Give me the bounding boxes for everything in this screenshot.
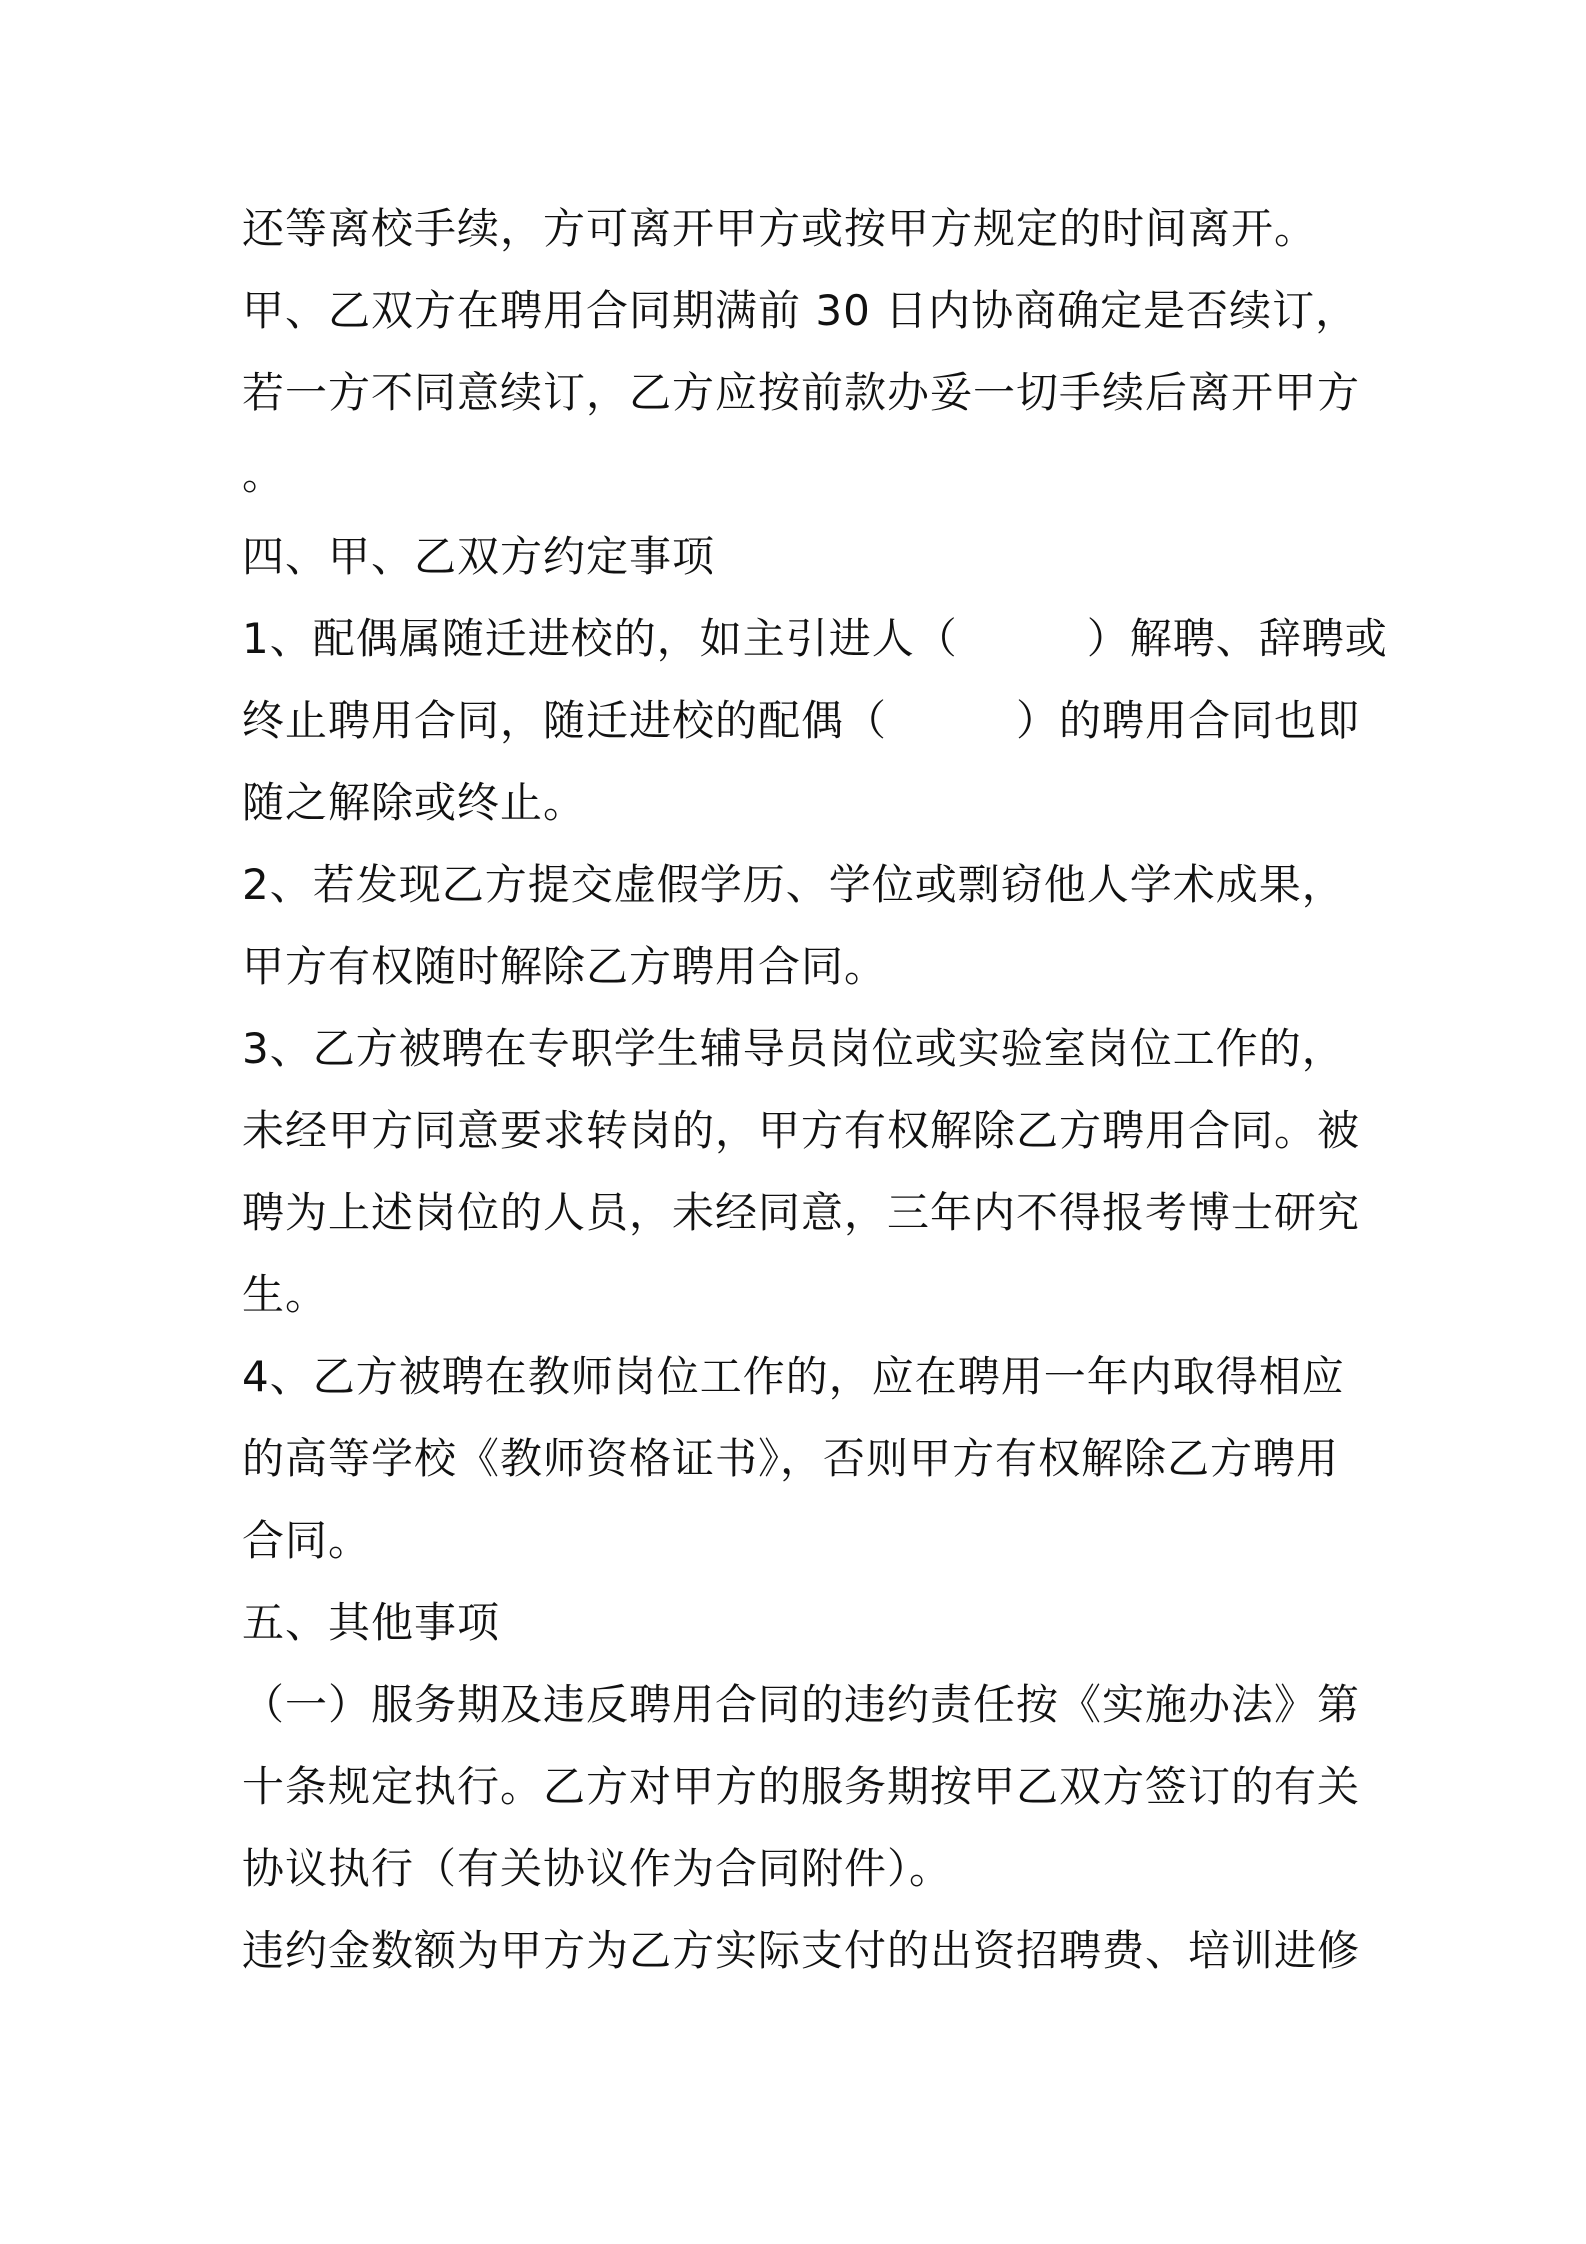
text-line-2: 甲、乙双方在聘用合同期满前 30 日内协商确定是否续订，: [242, 286, 1359, 335]
text-line-12: 未经甲方同意要求转岗的，甲方有权解除乙方聘用合同。被: [242, 1106, 1361, 1155]
contract-text: [242, 188, 1388, 1992]
section-heading-4: 四、甲、乙双方约定事项: [242, 532, 716, 581]
text-line-15: 4、乙方被聘在教师岗位工作的，应在聘用一年内取得相应: [242, 1352, 1345, 1401]
text-line-1: 还等离校手续，方可离开甲方或按甲方规定的时间离开。: [242, 204, 1318, 253]
text-line-6: 1、配偶属随迁进校的，如主引进人（ ）解聘、辞聘或: [242, 614, 1388, 663]
text-line-16: 的高等学校《教师资格证书》，否则甲方有权解除乙方聘用: [242, 1434, 1340, 1483]
text-line-13: 聘为上述岗位的人员，未经同意，三年内不得报考博士研究: [242, 1188, 1361, 1237]
text-line-19: （一）服务期及违反聘用合同的违约责任按《实施办法》第: [242, 1680, 1361, 1729]
text-line-17: 合同。: [242, 1516, 372, 1565]
text-line-21: 协议执行（有关协议作为合同附件）。: [242, 1844, 953, 1893]
text-line-11: 3、乙方被聘在专职学生辅导员岗位或实验室岗位工作的，: [242, 1024, 1345, 1073]
text-line-8: 随之解除或终止。: [242, 778, 587, 827]
text-line-4: 。: [242, 450, 286, 499]
text-line-22: 违约金数额为甲方为乙方实际支付的出资招聘费、培训进修: [242, 1926, 1361, 1975]
text-line-9: 2、若发现乙方提交虚假学历、学位或剽窃他人学术成果，: [242, 860, 1345, 909]
text-line-3: 若一方不同意续订，乙方应按前款办妥一切手续后离开甲方: [242, 368, 1361, 417]
text-line-10: 甲方有权随时解除乙方聘用合同。: [242, 942, 888, 991]
text-line-20: 十条规定执行。乙方对甲方的服务期按甲乙双方签订的有关: [242, 1762, 1361, 1811]
text-line-7: 终止聘用合同，随迁进校的配偶（ ）的聘用合同也即: [242, 696, 1361, 745]
section-heading-5: 五、其他事项: [242, 1598, 501, 1647]
text-line-14: 生。: [242, 1270, 329, 1319]
